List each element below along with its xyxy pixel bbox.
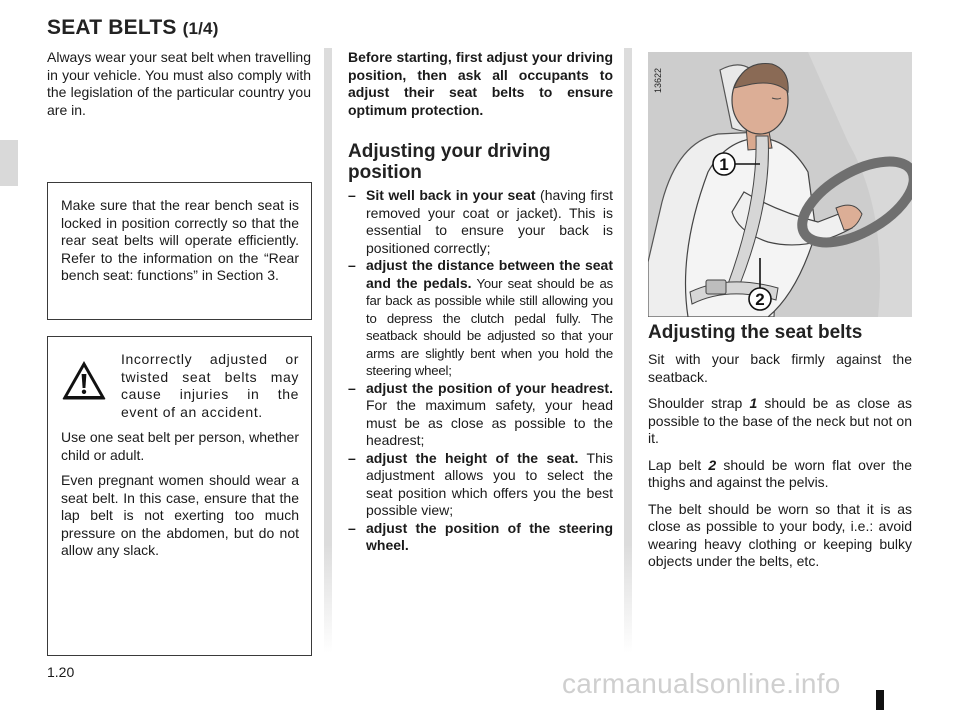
- shoulder-strap-text: should be as close as possible to the base of the neck but not on it.: [648, 395, 912, 446]
- rear-bench-note-text: Make sure that the rear bench seat is locked in position correctly so that the rear seat belts will operate efficiently. Refer to the information on the “Rear bench seat: functions” in Section 3.: [61, 197, 299, 283]
- figure-code: [653, 58, 663, 94]
- list-item: [348, 380, 613, 450]
- shoulder-strap-number: 1: [749, 395, 758, 411]
- page-number: 1.20: [47, 664, 75, 680]
- driving-position-column: [348, 49, 613, 555]
- figure-code-text: 13622: [653, 67, 663, 93]
- page-title: [47, 16, 219, 40]
- callout-1-label: 1: [719, 155, 729, 174]
- column-divider-right: [624, 48, 632, 653]
- warning-triangle-icon: [61, 359, 107, 401]
- rear-bench-note-box: [47, 182, 312, 320]
- list-item-text: Your seat should be as far back as possible while still allowing you to depress the clutch pedal fully. The seatback should be adjusted so that your arms are slightly bent when you hold the steering wheel;: [366, 275, 613, 378]
- title-part-indicator: (1/4): [182, 19, 219, 38]
- list-dash: –: [348, 449, 356, 466]
- list-item: [348, 257, 613, 380]
- seat-belts-column: [648, 322, 912, 580]
- title-text: SEAT BELTS: [47, 16, 177, 39]
- lap-belt-text: should be worn flat over the thighs and against the pelvis.: [648, 456, 912, 490]
- callout-2-label: 2: [755, 290, 765, 309]
- lap-belt-number: 2: [708, 456, 717, 473]
- warning-text: Incorrectly adjusted or twisted seat belts may cause injuries in the event of an accident.: [121, 351, 299, 420]
- adjustment-list: [348, 187, 613, 555]
- corner-mark: [876, 690, 884, 710]
- lead-paragraph: Before starting, first adjust your driving position, then ask all occupants to adjust their seat belts to ensure optimum protection.: [348, 49, 613, 118]
- seat-belts-heading: Adjusting the seat belts: [648, 322, 863, 343]
- driver-seatbelt-drawing: [648, 52, 912, 317]
- list-item-bold: Sit well back in your seat: [366, 187, 536, 203]
- list-item: [348, 450, 613, 520]
- list-dash: –: [348, 187, 356, 203]
- warning-paragraph-pregnant: Even pregnant women should wear a seat belt. In this case, ensure that the lap belt is not exerting too much pressure on the abdomen, but do not allow any slack.: [61, 472, 299, 558]
- belt-fit-paragraph: The belt should be worn so that it is as close as possible to your body, i.e.: avoid wearing heavy clothing or keeping bulky objects under the belts, etc.: [648, 500, 912, 569]
- driving-position-heading: Adjusting your driving position: [348, 141, 551, 183]
- shoulder-strap-lead: Shoulder strap: [648, 395, 750, 411]
- column-divider-left: [324, 48, 332, 653]
- intro-paragraph: Always wear your seat belt when travelling in your vehicle. You must also comply with the legislation of the particular country you are in.: [47, 49, 311, 118]
- list-item-bold: adjust the position of the steering wheel.: [366, 519, 613, 553]
- warning-header: [61, 351, 299, 421]
- section-tab: [0, 140, 18, 186]
- watermark: carmanualsonline.info: [562, 668, 841, 699]
- list-dash: –: [348, 519, 356, 536]
- warning-paragraph-one-per-person: Use one seat belt per person, whether child or adult.: [61, 429, 299, 463]
- list-item-bold: adjust the distance between the seat and the pedals.: [366, 257, 613, 291]
- list-item-text: (having first removed your coat or jacket). This is essential to ensure your back is positioned correctly;: [366, 187, 613, 256]
- list-item-text: For the maximum safety, your head must be as close as possible to the headrest;: [366, 397, 613, 448]
- list-item-text: This adjustment allows you to select the seat position which offers you the best possible view;: [366, 449, 613, 518]
- list-dash: –: [348, 379, 356, 396]
- shoulder-strap-paragraph: [648, 395, 912, 448]
- list-item: [348, 187, 613, 257]
- list-item-bold: adjust the height of the seat.: [366, 449, 579, 466]
- lap-belt-lead: Lap belt: [648, 456, 709, 473]
- seatbelt-illustration: [648, 52, 912, 317]
- seatback-paragraph: Sit with your back firmly against the seatback.: [648, 351, 912, 385]
- list-item: [348, 520, 613, 555]
- lap-belt-paragraph: [648, 457, 912, 492]
- warning-box: [47, 336, 312, 656]
- list-dash: –: [348, 257, 356, 273]
- list-item-bold: adjust the position of your headrest.: [366, 379, 613, 396]
